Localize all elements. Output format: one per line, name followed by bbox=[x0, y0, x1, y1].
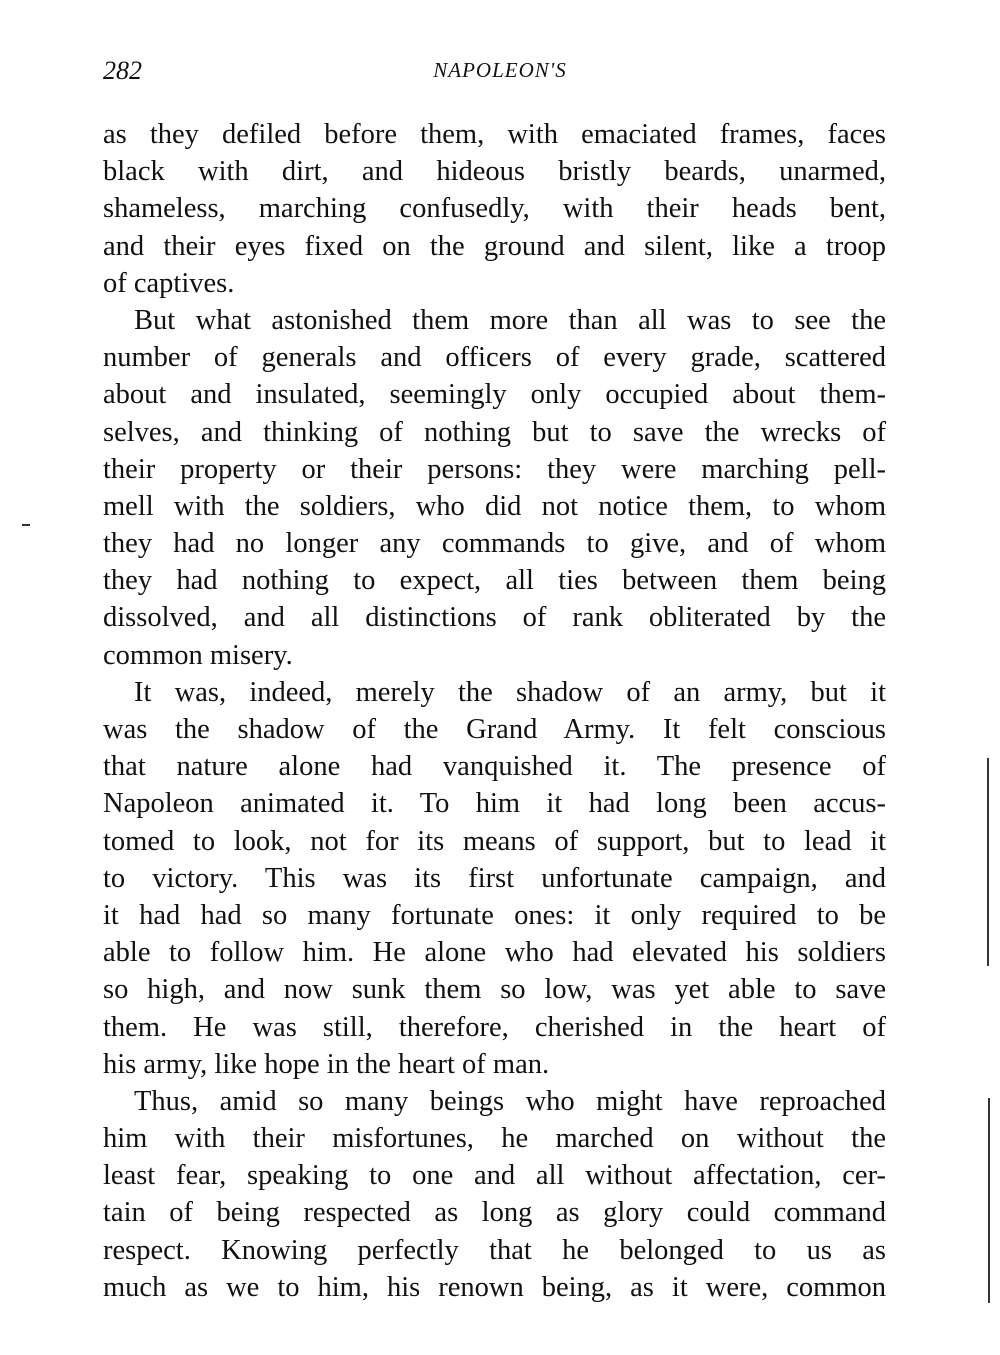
page-number: 282 bbox=[103, 56, 142, 85]
scan-margin-mark bbox=[988, 1098, 990, 1303]
text-line: as they defiled before them, with emaciated frames, faces bbox=[103, 119, 886, 150]
text-line: was the shadow of the Grand Army. It felt conscious bbox=[103, 714, 886, 745]
text-line: tain of being respected as long as glory could command bbox=[103, 1197, 886, 1229]
scan-margin-mark bbox=[22, 524, 30, 526]
text-line: to victory. This was its first unfortunate campaign, and bbox=[103, 862, 886, 894]
text-line: least fear, speaking to one and all without affectation, cer- bbox=[103, 1160, 886, 1192]
text-line: his army, like hope in the heart of man. bbox=[103, 1048, 550, 1080]
text-line: their property or their persons: they were marching pell- bbox=[103, 453, 886, 485]
text-line: It was, indeed, merely the shadow of an army, but it bbox=[134, 676, 886, 708]
text-line: tomed to look, not for its means of support, but to lead it bbox=[103, 825, 886, 857]
paragraph bbox=[103, 1083, 886, 1306]
text-line: about and insulated, seemingly only occupied about them- bbox=[103, 379, 886, 411]
text-line: Napoleon animated it. To him it had long been accus- bbox=[103, 788, 886, 820]
running-title: NAPOLEON'S bbox=[433, 58, 567, 82]
body-text bbox=[103, 116, 886, 1306]
text-line: much as we to him, his renown being, as it were, common bbox=[103, 1271, 886, 1303]
text-line: it had had so many fortunate ones: it only required to be bbox=[103, 899, 886, 931]
text-line: that nature alone had vanquished it. The presence of bbox=[103, 751, 886, 783]
text-line: they had nothing to expect, all ties between them being bbox=[103, 565, 886, 597]
text-line: so high, and now sunk them so low, was yet able to save bbox=[103, 974, 886, 1006]
paragraph bbox=[103, 302, 886, 674]
scan-margin-mark bbox=[987, 758, 989, 966]
text-line: black with dirt, and hideous bristly beards, unarmed, bbox=[103, 156, 886, 188]
paragraph bbox=[103, 674, 886, 1083]
text-line: shameless, marching confusedly, with their heads bent, bbox=[103, 193, 886, 225]
text-line: dissolved, and all distinctions of rank obliterated by the bbox=[103, 602, 886, 634]
text-line: common misery. bbox=[103, 639, 293, 671]
text-line: selves, and thinking of nothing but to save the wrecks of bbox=[103, 416, 886, 448]
text-line: Thus, amid so many beings who might have reproached bbox=[134, 1085, 886, 1117]
text-line: number of generals and officers of every grade, scattered bbox=[103, 342, 886, 374]
text-line: and their eyes fixed on the ground and silent, like a troop bbox=[103, 230, 886, 262]
text-line: of captives. bbox=[103, 267, 235, 299]
text-line: they had no longer any commands to give, and of whom bbox=[103, 528, 886, 560]
text-line: able to follow him. He alone who had elevated his soldiers bbox=[103, 937, 886, 969]
text-line: them. He was still, therefore, cherished in the heart of bbox=[103, 1011, 886, 1043]
text-line: him with their misfortunes, he marched on without the bbox=[103, 1123, 886, 1155]
text-line: But what astonished them more than all was to see the bbox=[134, 304, 886, 336]
text-line: mell with the soldiers, who did not notice them, to whom bbox=[103, 490, 886, 522]
text-line: respect. Knowing perfectly that he belonged to us as bbox=[103, 1234, 886, 1266]
paragraph bbox=[103, 116, 886, 302]
